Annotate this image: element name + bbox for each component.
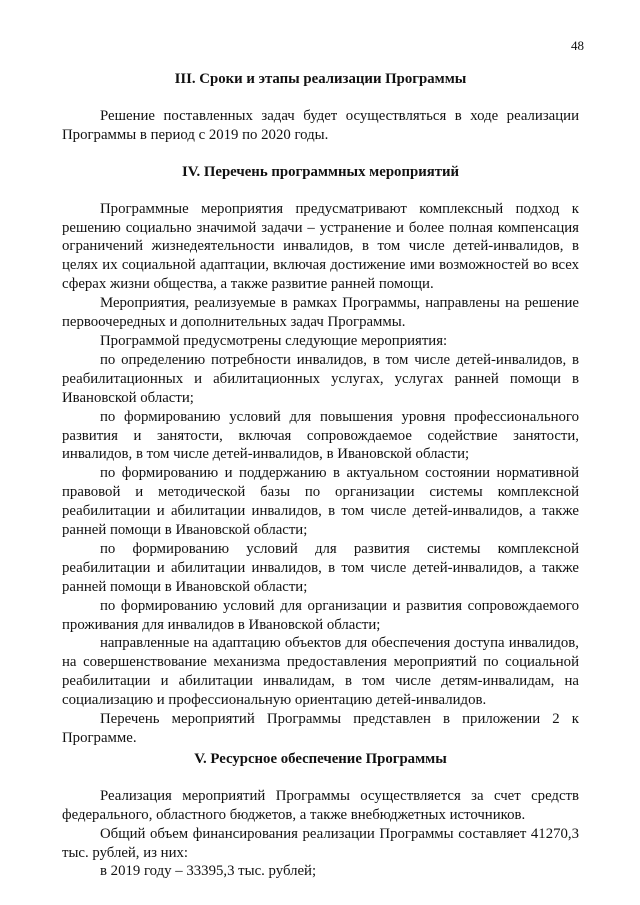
section-5-paragraph: Реализация мероприятий Программы осуществляется за счет средств федерального, областного бюджетов, а также внебюджетных источников.	[62, 787, 579, 823]
section-3-paragraph: Решение поставленных задач будет осуществляться в ходе реализации Программы в период с 2019 по 2020 годы.	[62, 107, 579, 143]
section-4-list-item: по формированию условий для повышения уровня профессионального развития и занятости, включая сопровождаемое содействие занятости, инвалидов, в том числе детей-инвалидов, в Ивановской области;	[62, 408, 579, 463]
section-5-heading: V. Ресурсное обеспечение Программы	[194, 750, 447, 767]
page-number: 48	[571, 38, 584, 53]
section-5-paragraph: Общий объем финансирования реализации Программы составляет 41270,3 тыс. рублей, из них:	[62, 825, 579, 861]
section-4-paragraph: Мероприятия, реализуемые в рамках Программы, направлены на решение первоочередных и дополнительных задач Программы.	[62, 295, 579, 331]
section-5-paragraph: в 2019 году – 33395,3 тыс. рублей;	[100, 863, 317, 880]
section-4-paragraph: Перечень мероприятий Программы представлен в приложении 2 к Программе.	[62, 711, 579, 746]
page-content	[62, 70, 579, 881]
section-4-list-item: по формированию условий для развития системы комплексной реабилитации и абилитации инвалидов, в том числе детей-инвалидов, а также ранней помощи в Ивановской области;	[62, 540, 579, 595]
section-3-heading: III. Сроки и этапы реализации Программы	[174, 71, 467, 87]
section-4-list-item: по формированию условий для организации и развития сопровождаемого проживания для инвалидов в Ивановской области;	[62, 597, 579, 633]
section-4-paragraph: Программой предусмотрены следующие мероприятия:	[100, 332, 448, 349]
section-4-list-item: по формированию и поддержанию в актуальном состоянии нормативной правовой и методической базы по организации системы комплексной реабилитации и абилитации инвалидов, в том числе детей-инвалидов, а также ранней помощи в Ивановской области;	[62, 465, 579, 539]
section-4-heading: IV. Перечень программных мероприятий	[181, 163, 460, 180]
section-4-list-item: направленные на адаптацию объектов для обеспечения доступа инвалидов, на совершенствование механизма предоставления мероприятий по социальной реабилитации и абилитации инвалидам, в том числе детям-инвалидам, на социализацию и профессиональную ориентацию детей-инвалидов.	[62, 635, 579, 709]
section-4-paragraph: Программные мероприятия предусматривают комплексный подход к решению социально значимой задачи – устранение и более полная компенсация ограничений жизнедеятельности инвалидов, в том числе детей-инвалидов, в целях их социальной адаптации, включая достижение ими возможностей во всех сферах жизни общества, а также развитие ранней помощи.	[62, 200, 579, 293]
section-4-list-item: по определению потребности инвалидов, в том числе детей-инвалидов, в реабилитационных и абилитационных услугах, услугах ранней помощи в Ивановской области;	[62, 351, 579, 406]
